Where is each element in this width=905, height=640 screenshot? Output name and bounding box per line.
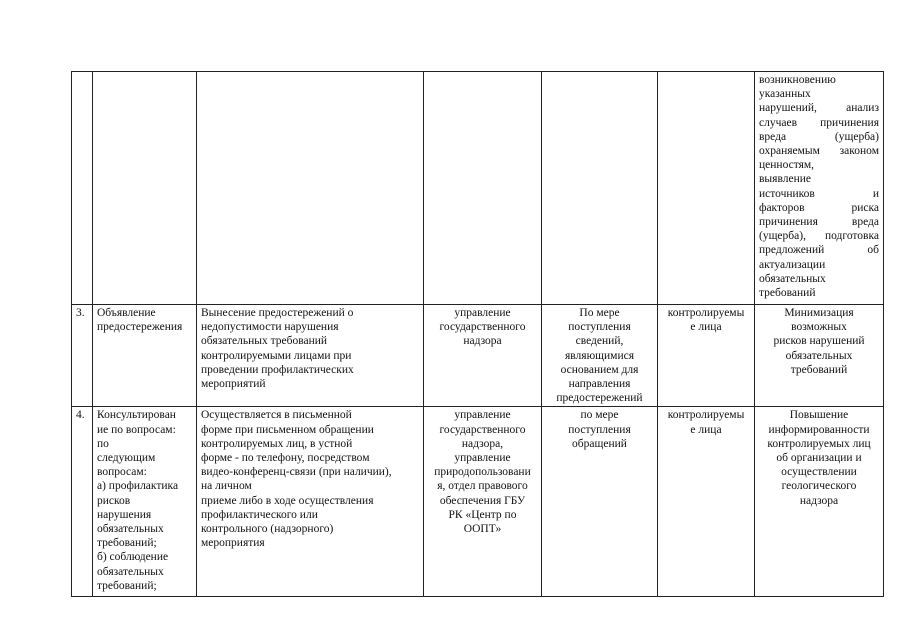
measure-name-line: нарушения — [97, 508, 152, 521]
deadline-line: поступления — [568, 321, 631, 334]
cell-subjects — [658, 72, 755, 305]
responsible-line: государственного — [439, 423, 526, 436]
cell-measure-content — [197, 72, 424, 305]
responsible-line: я, отдел правового — [437, 480, 528, 493]
table-row — [72, 72, 884, 305]
responsible-line: государственного — [439, 321, 526, 334]
cell-expected-result — [755, 72, 884, 305]
measure-name-line: Объявление — [97, 307, 156, 319]
expected-result-line: контролируемых лиц — [767, 437, 871, 450]
cell-responsible — [424, 72, 542, 305]
expected-result-line: актуализации — [759, 258, 826, 271]
expected-result-line: охраняемым законом — [759, 145, 879, 158]
cell-deadline — [542, 72, 658, 305]
expected-result-line: возможных — [791, 321, 847, 334]
measure-name-line: Консультирован — [97, 409, 176, 422]
cell-deadline — [542, 305, 658, 407]
subjects-line: е лица — [690, 423, 722, 436]
expected-result-line: причинения вреда — [759, 216, 879, 229]
expected-result-line: факторов риска — [759, 201, 879, 214]
responsible-line: РК «Центр по — [448, 508, 517, 521]
measure-content-line: обязательных требований — [201, 335, 328, 348]
measure-name-line: предостережения — [97, 321, 183, 334]
responsible-line: управление — [454, 452, 511, 465]
responsible-line: ООПТ» — [463, 523, 502, 536]
table-row — [72, 407, 884, 597]
measure-name-line: обязательных — [97, 523, 164, 536]
measure-content-line: мероприятия — [201, 537, 265, 550]
measure-content-line: форме - по телефону, посредством — [201, 452, 370, 465]
responsible-line: надзора, — [461, 437, 504, 450]
subjects-line: е лица — [690, 321, 722, 334]
measure-content-line: Вынесение предостережений о — [201, 307, 354, 319]
expected-result-line: указанных — [759, 88, 811, 101]
expected-result-line: вреда (ущерба) — [759, 130, 879, 143]
measure-name-line: обязательных — [97, 565, 164, 578]
expected-result-line: надзора — [799, 494, 839, 507]
expected-result-line: требований — [759, 287, 816, 300]
measure-name-line: рисков — [97, 494, 131, 507]
cell-measure-name — [93, 72, 197, 305]
cell-expected-result — [755, 305, 884, 407]
expected-result-line: рисков нарушений — [773, 335, 865, 348]
measure-name-line: требований; — [97, 537, 157, 550]
expected-result-line: ценностям, — [759, 159, 815, 172]
measure-name-line: ие по вопросам: — [97, 423, 176, 436]
responsible-line: обеспечения ГБУ — [439, 494, 526, 507]
measure-content-line: недопустимости нарушения — [201, 321, 339, 334]
deadline-line: обращений — [572, 437, 627, 450]
expected-result-line: случаев причинения — [759, 116, 879, 129]
measure-name-line: следующим — [97, 452, 156, 465]
measure-content-line: контрольного (надзорного) — [201, 523, 334, 536]
expected-result-line: Минимизация — [784, 307, 854, 319]
expected-result-line: источников и — [759, 187, 879, 200]
deadline-line: являющимися — [564, 349, 635, 362]
measure-content-line: профилактического или — [201, 508, 318, 521]
cell-deadline — [542, 407, 658, 597]
expected-result-line: геологического — [781, 480, 857, 493]
expected-result-line: об организации и — [776, 452, 862, 465]
measure-content-line: видео-конференц-связи (при наличии), — [201, 466, 392, 479]
cell-subjects — [658, 407, 755, 597]
measure-name-line: б) соблюдение — [97, 551, 169, 564]
expected-result-line: возникновению — [759, 74, 836, 86]
responsible-line: природопользовани — [434, 466, 531, 479]
measure-name-line: по — [97, 437, 109, 450]
responsible-line: надзора — [463, 335, 502, 348]
cell-measure-content — [197, 305, 424, 407]
expected-result-line: осуществлении — [781, 466, 857, 479]
expected-result-line: нарушений, анализ — [759, 102, 879, 115]
deadline-line: по мере — [580, 409, 619, 422]
cell-number — [72, 407, 93, 597]
table-row — [72, 305, 884, 407]
measure-content-line: мероприятий — [201, 378, 266, 391]
expected-result-line: требований — [790, 363, 848, 376]
cell-number — [72, 305, 93, 407]
cell-responsible — [424, 407, 542, 597]
deadline-line: направления — [568, 378, 631, 391]
row-number: 4. — [76, 409, 85, 422]
responsible-line: управление — [454, 409, 511, 422]
cell-number — [72, 72, 93, 305]
deadline-line: основанием для — [560, 363, 639, 376]
cell-expected-result — [755, 407, 884, 597]
expected-result-line: (ущерба), подготовка — [759, 230, 879, 243]
expected-result-line: обязательных — [759, 272, 826, 285]
cell-subjects — [658, 305, 755, 407]
expected-result-line: предложений об — [759, 244, 879, 257]
cell-responsible — [424, 305, 542, 407]
deadline-line: предостережений — [556, 392, 643, 405]
measure-content-line: контролируемыми лицами при — [201, 349, 352, 362]
cell-measure-content — [197, 407, 424, 597]
row-number: 3. — [76, 307, 85, 319]
prevention-measures-table — [71, 71, 884, 597]
measure-content-line: Осуществляется в письменной — [201, 409, 352, 422]
expected-result-line: Повышение — [789, 409, 849, 422]
deadline-line: поступления — [568, 423, 631, 436]
measure-content-line: проведении профилактических — [201, 363, 354, 376]
expected-result-line: обязательных — [785, 349, 853, 362]
expected-result-line: выявление — [759, 173, 811, 186]
subjects-line: контролируемы — [667, 307, 745, 319]
deadline-line: По мере — [579, 307, 620, 319]
measure-name-line: требований; — [97, 579, 157, 592]
cell-measure-name — [93, 305, 197, 407]
table-body — [72, 72, 884, 597]
deadline-line: сведений, — [575, 335, 624, 348]
measure-name-line: вопросам: — [97, 466, 147, 479]
measure-content-line: приеме либо в ходе осуществления — [201, 494, 374, 507]
measure-content-line: форме при письменном обращении — [201, 423, 374, 436]
responsible-line: управление — [454, 307, 511, 319]
measure-content-line: контролируемых лиц, в устной — [201, 437, 353, 450]
subjects-line: контролируемы — [667, 409, 745, 422]
measure-content-line: на личном — [201, 480, 252, 493]
measure-name-line: а) профилактика — [97, 480, 179, 493]
expected-result-line: информированности — [768, 423, 870, 436]
cell-measure-name — [93, 407, 197, 597]
